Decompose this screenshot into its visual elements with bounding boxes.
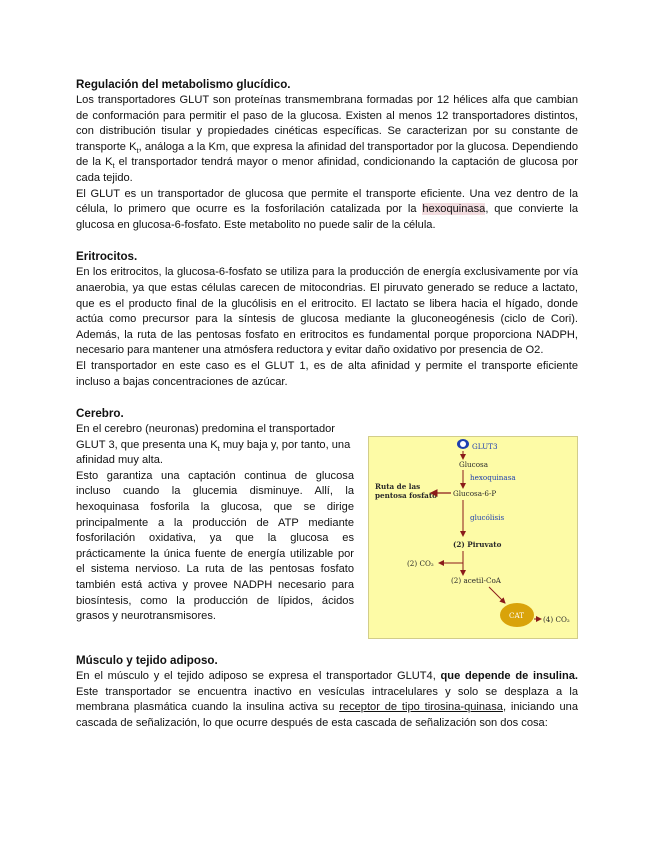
label-glut3: GLUT3 (472, 442, 498, 452)
cerebro-text (76, 422, 354, 625)
section-title-eritrocitos: Eritrocitos. (76, 250, 138, 264)
section-title-cerebro: Cerebro. (76, 407, 124, 421)
label-piruvato: (2) Piruvato (453, 540, 502, 550)
label-hexoquinasa: hexoquinasa (470, 473, 516, 483)
pathway-diagram (369, 437, 577, 638)
label-co2-out: (4) CO₂ (543, 615, 570, 625)
paragraph-glut-intro: Los transportadores GLUT son proteínas transmembrana formadas por 12 hélices alfa que cambian de conformación para permitir el paso de la glucosa. Existen al menos 12 transportadores distintos, con distribución tisular y propiedades cinéticas específicas. Se caracterizan por su constante de transporte $K_t$, análoga a la Km, que expresa la afinidad del transportador por la glucosa. Dependiendo de la $K_t$ el transportador tendrá mayor o menor afinidad, condicionando la captación de glucosa por cada tejido. (76, 94, 578, 184)
paragraph-glut3: En el cerebro (neuronas) predomina el transportador GLUT 3, que presenta una $K_t$ muy baja y, por tanto, una afinidad muy alta. (76, 423, 351, 467)
label-ruta-pentosas-2: pentosa fosfato (375, 491, 437, 501)
highlighted-term: hexoquinasa (422, 203, 486, 216)
label-glucosa: Glucosa (459, 460, 488, 470)
section-title-musculo: Músculo y tejido adiposo. (76, 654, 218, 668)
label-glucosa-6-p: Glucosa-6-P (453, 489, 497, 499)
metabolic-pathway-figure (368, 436, 578, 639)
label-co2: (2) CO₂ (407, 559, 434, 569)
underlined-term: receptor de tipo tirosina-quinasa (339, 701, 503, 714)
section-title-regulacion: Regulación del metabolismo glucídico. (76, 78, 291, 91)
cerebro-section (76, 422, 578, 639)
label-cat: CAT (509, 611, 525, 621)
label-ruta-pentosas-1: Ruta de las (375, 482, 421, 492)
paragraph-glut-hexoquinasa: El GLUT es un transportador de glucosa que permite el transporte eficiente. Una vez dentro de la célula, lo primero que ocurre es la fosforilación catalizada por la hexoquinasa, que convierte la glucosa en glucosa-6-fosfato. Este metabolito no puede salir de la célula. (76, 187, 578, 231)
paragraph-glut4: En el músculo y el tejido adiposo se expresa el transportador GLUT4, que depende de insulina. Este transportador se encuentra inactivo en vesículas intracelulares y solo se desplaza a la membrana plasmática cuando la insulina activa su receptor de tipo tirosina-quinasa, iniciando una cascada de señalización, lo que ocurre después de esta cascada de señalización son dos cosa: (76, 670, 578, 729)
label-acetil-coa: (2) acetil-CoA (451, 576, 501, 586)
paragraph-eritrocitos: En los eritrocitos, la glucosa-6-fosfato se utiliza para la producción de energía exclusivamente por vía anaerobia, ya que estas células carecen de mitocondrias. El piruvato generado se reduce a lactato, que es el producto final de la glucólisis en el eritrocito. El lactato se libera hacia el hígado, donde actúa como precursor para la síntesis de glucosa mediante la gluconeogénesis (ciclo de Cori). Además, la ruta de las pentosas fosfato en eritrocitos es fundamental porque proporciona NADPH, necesario para mantener una atmósfera reductora y evitar daño oxidativo por presencia de O2. (76, 266, 578, 357)
glut3-transporter-icon (457, 439, 469, 449)
arrow-acetil-to-cat (489, 587, 505, 603)
paragraph-cerebro: Esto garantiza una captación continua de glucosa incluso cuando la glucemia disminuye. Allí, la hexoquinasa fosforila la glucosa, que se dirige principalmente a la producción de ATP mediante fosforilación oxidativa, ya que la glucosa es prácticamente la única fuente de energía utilizable por el sistema nervioso. La ruta de las pentosas fosfato también está activa y provee NADPH necesario para biosíntesis, como la producción de lípidos, ácidos grasos y neurotransmisores. (76, 469, 354, 623)
label-glucolisis: glucólisis (470, 513, 505, 523)
paragraph-glut1: El transportador en este caso es el GLUT 1, es de alta afinidad y permite el transporte eficiente incluso a bajas concentraciones de azúcar. (76, 359, 578, 388)
document-page (76, 77, 578, 731)
